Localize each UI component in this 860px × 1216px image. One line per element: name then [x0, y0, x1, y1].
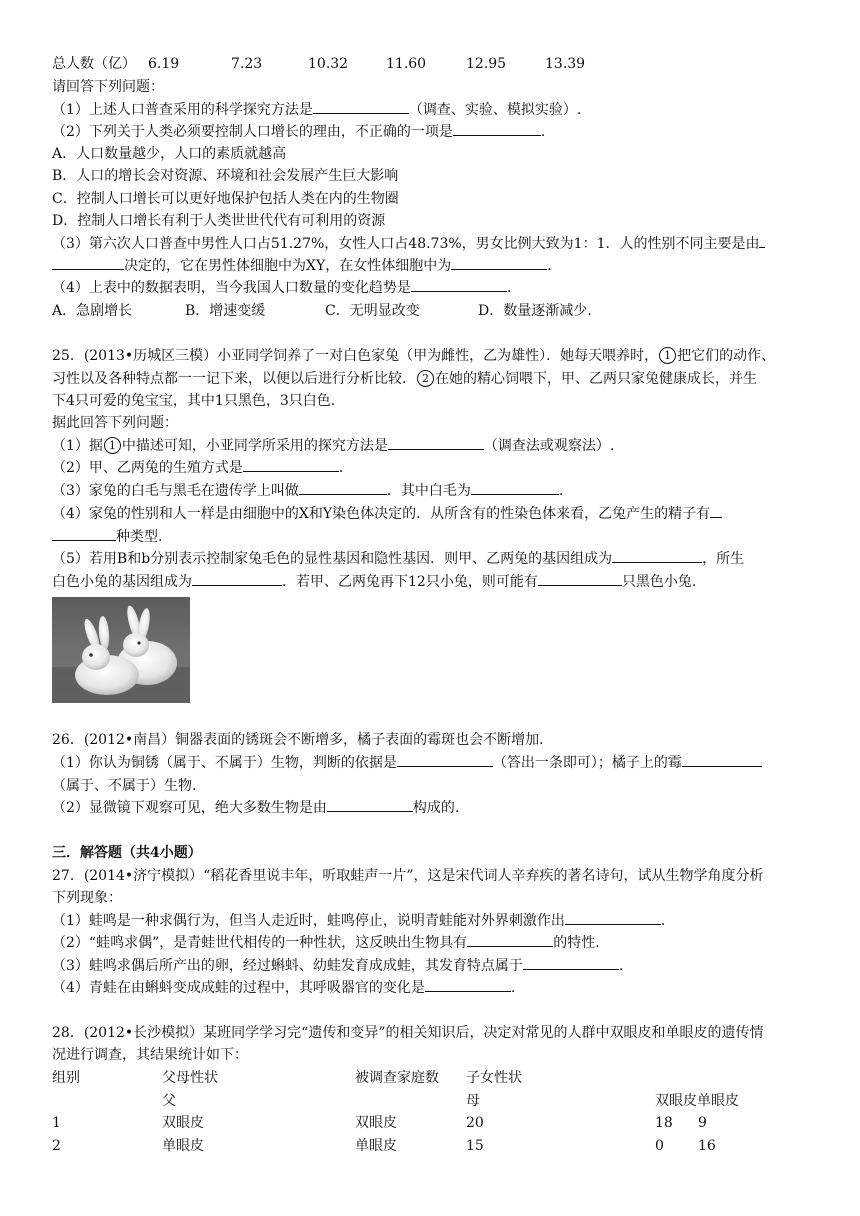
- total-label: 总人数（亿）: [52, 56, 136, 72]
- circled-number: 1: [659, 347, 676, 364]
- table-cell-mother: 双眼皮: [355, 1115, 397, 1131]
- total-value: 13.39: [545, 56, 586, 72]
- total-value: 10.32: [308, 56, 349, 72]
- table-cell-father: 双眼皮: [162, 1115, 204, 1131]
- answer-blank[interactable]: [52, 255, 124, 270]
- table-cell-mother: 单眼皮: [355, 1138, 397, 1154]
- q25-heading: 25．(2013•历城区三模）小亚同学饲养了一对白色家兔（甲为雌性，乙为雄性）．她每天喂养时， 1 把它们的动作、: [52, 348, 776, 364]
- q26-sub2: （2）显微镜下观察可见，绝大多数生物是由 构成的.: [52, 797, 459, 819]
- q24-option-d: D．控制人口增长有利于人类世世代代有可利用的资源: [52, 213, 386, 229]
- q25-line3: 下4只可爱的兔宝宝，其中1只黑色，3只白色．: [52, 393, 345, 409]
- table-cell-single: 16: [698, 1138, 716, 1154]
- total-value: 7.23: [231, 56, 263, 72]
- table-cell-families: 20: [466, 1115, 484, 1131]
- answer-blank[interactable]: [425, 977, 511, 992]
- q27-sub3: （3）蛙鸣求偶后所产出的卵，经过蝌蚪、幼蛙发育成成蛙，其发育特点属于 .: [52, 955, 623, 977]
- answer-blank[interactable]: [451, 255, 547, 270]
- q24-sub3: （3）第六次人口普查中男性人口占51.27%，女性人口占48.73%，男女比例大致为1：1．人的性别不同主要是由: [52, 233, 765, 255]
- table-header-mother: 母: [466, 1093, 480, 1109]
- table-header-child-sub: 双眼皮单眼皮: [655, 1093, 739, 1109]
- answer-blank[interactable]: [397, 752, 493, 767]
- q24-choice: C．无明显改变: [325, 303, 420, 319]
- answer-blank[interactable]: [682, 752, 762, 767]
- table-header-group: 组别: [52, 1070, 80, 1086]
- answer-blank[interactable]: [471, 480, 559, 495]
- q27-sub4: （4）青蛙在由蝌蚪变成成蛙的过程中，其呼吸器官的变化是 .: [52, 977, 515, 999]
- q25-sub5: （5）若用B和b分别表示控制家兔毛色的显性基因和隐性基因．则甲、乙两兔的基因组成为 ，所生: [52, 548, 744, 570]
- total-value: 6.19: [148, 56, 180, 72]
- q25-sub4-cont: 种类型.: [52, 526, 162, 548]
- q24-prompt: 请回答下列问题：: [52, 79, 164, 95]
- q25-prompt: 据此回答下列问题：: [52, 415, 178, 431]
- rabbits-photo: [52, 597, 190, 703]
- table-cell-group: 1: [52, 1115, 61, 1131]
- q28-heading-cont: 况进行调查，其结果统计如下：: [52, 1047, 248, 1063]
- table-header-father: 父: [162, 1093, 176, 1109]
- q25-sub3: （3）家兔的白毛与黑毛在遗传学上叫做 ．其中白毛为 .: [52, 480, 563, 502]
- answer-blank[interactable]: [759, 233, 765, 248]
- total-population-row: [52, 53, 136, 75]
- total-value: 11.60: [386, 56, 427, 72]
- circled-number: 1: [104, 437, 121, 454]
- q28-heading: 28．(2012•长沙模拟）某班同学学习完“遗传和变异”的相关知识后，决定对常见的人群中双眼皮和单眼皮的遗传情: [52, 1025, 764, 1041]
- q24-option-a: A．人口数量越少，人口的素质就越高: [52, 146, 287, 162]
- q24-choice: B．增速变缓: [185, 303, 266, 319]
- table-header-parent: 父母性状: [162, 1070, 218, 1086]
- table-cell-double: 0: [655, 1138, 664, 1154]
- q26-sub1-cont: （属于、不属于）生物.: [52, 778, 197, 794]
- q24-choice: A．急剧增长: [52, 303, 133, 319]
- table-cell-double: 18: [655, 1115, 673, 1131]
- answer-blank[interactable]: [565, 910, 661, 925]
- rabbit-icon: [52, 597, 190, 703]
- q25-sub2: （2）甲、乙两兔的生殖方式是 .: [52, 457, 343, 479]
- q25-sub5-cont: 白色小兔的基因组成为 ．若甲、乙两兔再下12只小兔，则可能有 只黑色小兔.: [52, 571, 696, 593]
- answer-blank[interactable]: [467, 932, 553, 947]
- q26-heading: 26．(2012•南昌）铜器表面的锈斑会不断增多，橘子表面的霉斑也会不断增加．: [52, 732, 554, 748]
- answer-blank[interactable]: [192, 571, 282, 586]
- table-header-families: 被调查家庭数: [355, 1070, 439, 1086]
- q27-sub2: （2）“蛙鸣求偶”，是青蛙世代相传的一种性状，这反映出生物具有 的特性.: [52, 932, 600, 954]
- answer-blank[interactable]: [313, 99, 409, 114]
- q25-line2: 习性以及各种特点都一一记下来，以便以后进行分析比较． 2 在她的精心饲喂下，甲、乙两只家兔健康成长，并生: [52, 371, 757, 387]
- q27-sub1: （1）蛙鸣是一种求偶行为，但当人走近时，蛙鸣停止，说明青蛙能对外界刺激作出 .: [52, 910, 665, 932]
- answer-blank[interactable]: [411, 277, 507, 292]
- q25-sub4: （4）家兔的性别和人一样是由细胞中的X和Y染色体决定的．从所含有的性染色体来看，乙兔产生的精子有: [52, 503, 722, 525]
- answer-blank[interactable]: [612, 548, 702, 563]
- answer-blank[interactable]: [388, 435, 484, 450]
- q24-sub1: （1）上述人口普查采用的科学探究方法是 （调查、实验、模拟实验）.: [52, 99, 581, 121]
- table-header-child: 子女性状: [466, 1070, 522, 1086]
- q25-sub1: （1）据 1 中描述可知，小亚同学所采用的探究方法是 （调查法或观察法）.: [52, 435, 614, 457]
- q24-option-c: C．控制人口增长可以更好地保护包括人类在内的生物圈: [52, 191, 399, 207]
- q24-sub2: （2）下列关于人类必须要控制人口增长的理由，不正确的一项是 .: [52, 121, 545, 143]
- q27-heading: 27．(2014•济宁模拟）“稻花香里说丰年，听取蛙声一片”，这是宋代词人辛弃疾的著名诗句，试从生物学角度分析: [52, 868, 764, 884]
- q27-heading-cont: 下列现象：: [52, 890, 122, 906]
- q24-option-b: B．人口的增长会对资源、环境和社会发展产生巨大影响: [52, 168, 399, 184]
- total-value: 12.95: [466, 56, 507, 72]
- q24-sub4: （4）上表中的数据表明，当今我国人口数量的变化趋势是 .: [52, 277, 511, 299]
- answer-blank[interactable]: [52, 526, 116, 541]
- q26-sub1: （1）你认为铜锈（属于、不属于）生物，判断的依据是 （答出一条即可）；橘子上的霉: [52, 752, 762, 774]
- answer-blank[interactable]: [710, 503, 722, 518]
- answer-blank[interactable]: [299, 480, 387, 495]
- table-cell-group: 2: [52, 1138, 61, 1154]
- q24-sub3-cont: 决定的，它在男性体细胞中为XY，在女性体细胞中为 .: [52, 255, 552, 277]
- answer-blank[interactable]: [453, 121, 541, 136]
- answer-blank[interactable]: [538, 571, 622, 586]
- table-cell-families: 15: [466, 1138, 484, 1154]
- section-title: 三．解答题（共4小题）: [52, 845, 202, 861]
- table-cell-father: 单眼皮: [162, 1138, 204, 1154]
- answer-blank[interactable]: [327, 797, 413, 812]
- answer-blank[interactable]: [523, 955, 619, 970]
- q24-choice: D．数量逐渐减少.: [478, 303, 592, 319]
- answer-blank[interactable]: [243, 457, 339, 472]
- table-cell-single: 9: [698, 1115, 707, 1131]
- circled-number: 2: [417, 370, 434, 387]
